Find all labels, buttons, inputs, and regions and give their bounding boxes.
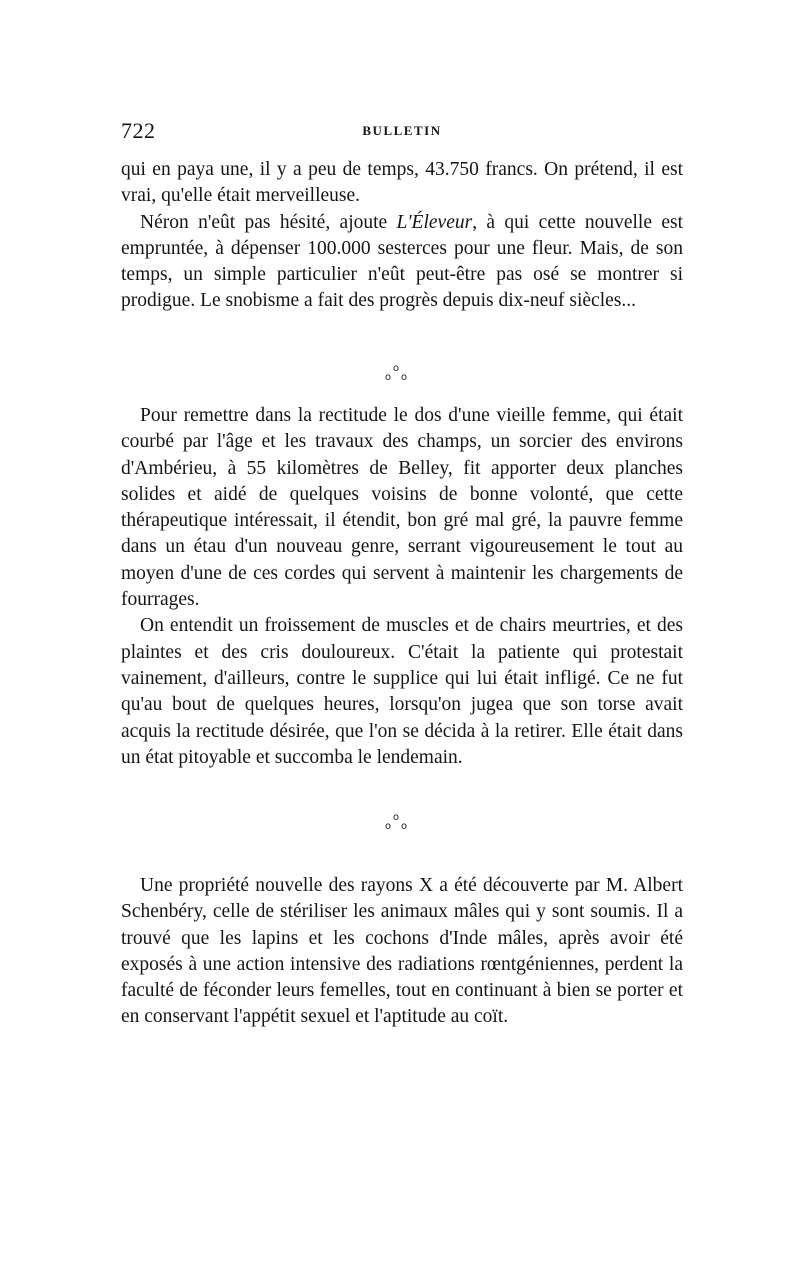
ornament-dot: o (385, 372, 392, 383)
paragraph-continued (121, 157, 683, 210)
paragraph-sorcier: Pour remettre dans la rectitude le dos d'une vieille femme, qui était courbé par l'âge et les travaux des champs, un sorcier des environs d'Ambérieu, à 55 kilomètres de Belley, fit apporter deux planches solides et aidé de quelques voisins de bonne volonté, que cette thérapeutique intéressait, il étendit, bon gré mal gré, la pauvre femme dans un étau d'un nouveau genre, serrant vigoureusement le tout au moyen d'une de ces cordes qui servent à maintenir les chargements de fourrages. (121, 405, 683, 611)
text-block-sorcier (121, 403, 683, 771)
paragraph-line: il est vrai, qu'elle était merveilleuse. (121, 159, 684, 207)
ornament-dot: o (393, 363, 400, 374)
paragraph-text: Néron n'eût pas hésité, ajoute (140, 211, 397, 233)
text-block-neron (121, 157, 683, 315)
asterism-ornament (383, 813, 413, 835)
asterism-ornament (383, 364, 413, 386)
paragraph-text: , à qui cette nouvelle est empruntée, à dépenser 100.000 sesterces pour une fleur. Mais, de son temps, un simple particulier n'eût peut-être pas osé se montrer si prodigue. Le snobisme a fait des progrès depuis dix-neuf siècles... (121, 211, 683, 312)
paragraph-patiente: On entendit un froissement de muscles et de chairs meurtries, et des plaintes et des cris douloureux. C'était la patiente qui protestait vainement, d'ailleurs, contre le supplice qui lui était infligé. Ce ne fut qu'au bout de quelques heures, lorsqu'on jugea que son torse avait acquis la rectitude désirée, que l'on se décida à la retirer. Elle était dans un état pitoyable et succomba le lendemain. (121, 615, 683, 768)
ornament-dot: o (385, 821, 392, 832)
running-head (121, 118, 683, 144)
ornament-dot: o (393, 812, 400, 823)
journal-title: L'Éleveur (396, 211, 473, 233)
text-block-rayons-x (121, 873, 683, 1031)
ornament-dot: o (401, 821, 408, 832)
paragraph-line: qui en paya une, il y a peu de temps, 43.750 francs. On prétend, (121, 159, 638, 180)
header-title: BULLETIN (362, 123, 442, 138)
paragraph-rayons-x: Une propriété nouvelle des rayons X a été découverte par M. Albert Schenbéry, celle de stériliser les animaux mâles qui y sont soumis. Il a trouvé que les lapins et les cochons d'Inde mâles, après avoir été exposés à une action intensive des radiations rœntgéniennes, perdent la faculté de féconder leurs femelles, tout en continuant à bien se porter et en conservant l'appétit sexuel et l'aptitude au coït. (121, 875, 683, 1028)
page-number: 722 (121, 118, 156, 143)
ornament-dot: o (401, 372, 408, 383)
paragraph-neron (121, 210, 683, 315)
